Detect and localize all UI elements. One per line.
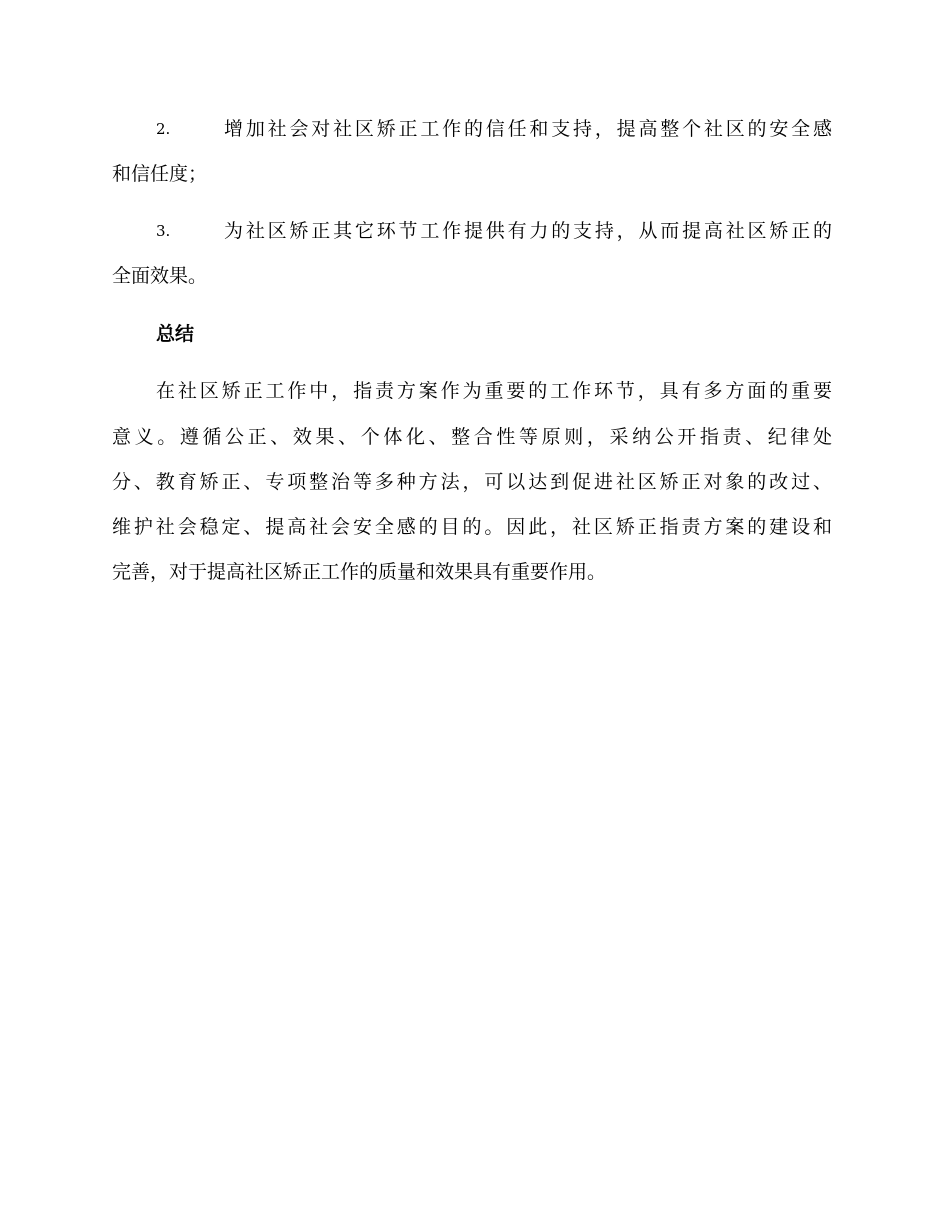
section-heading: 总结 <box>156 323 195 345</box>
list-item-number: 3. <box>156 222 171 240</box>
list-item-text: 增加社会对社区矫正工作的信任和支持，提高整个社区的安全感 <box>224 118 832 140</box>
paragraph-line: 在社区矫正工作中，指责方案作为重要的工作环节，具有多方面的重要 <box>156 380 832 402</box>
paragraph-line: 分、教育矫正、专项整治等多种方法，可以达到促进社区矫正对象的改过、 <box>112 471 832 493</box>
paragraph-line: 完善，对于提高社区矫正工作的质量和效果具有重要作用。 <box>112 561 607 583</box>
list-item-text-continued: 和信任度； <box>112 163 208 185</box>
paragraph-line: 维护社会稳定、提高社会安全感的目的。因此，社区矫正指责方案的建设和 <box>112 516 832 538</box>
list-item-text-continued: 全面效果。 <box>112 265 208 287</box>
list-item-number: 2. <box>156 120 171 138</box>
list-item-text: 为社区矫正其它环节工作提供有力的支持，从而提高社区矫正的 <box>224 220 832 242</box>
paragraph-line: 意义。遵循公正、效果、个体化、整合性等原则，采纳公开指责、纪律处 <box>112 426 832 448</box>
